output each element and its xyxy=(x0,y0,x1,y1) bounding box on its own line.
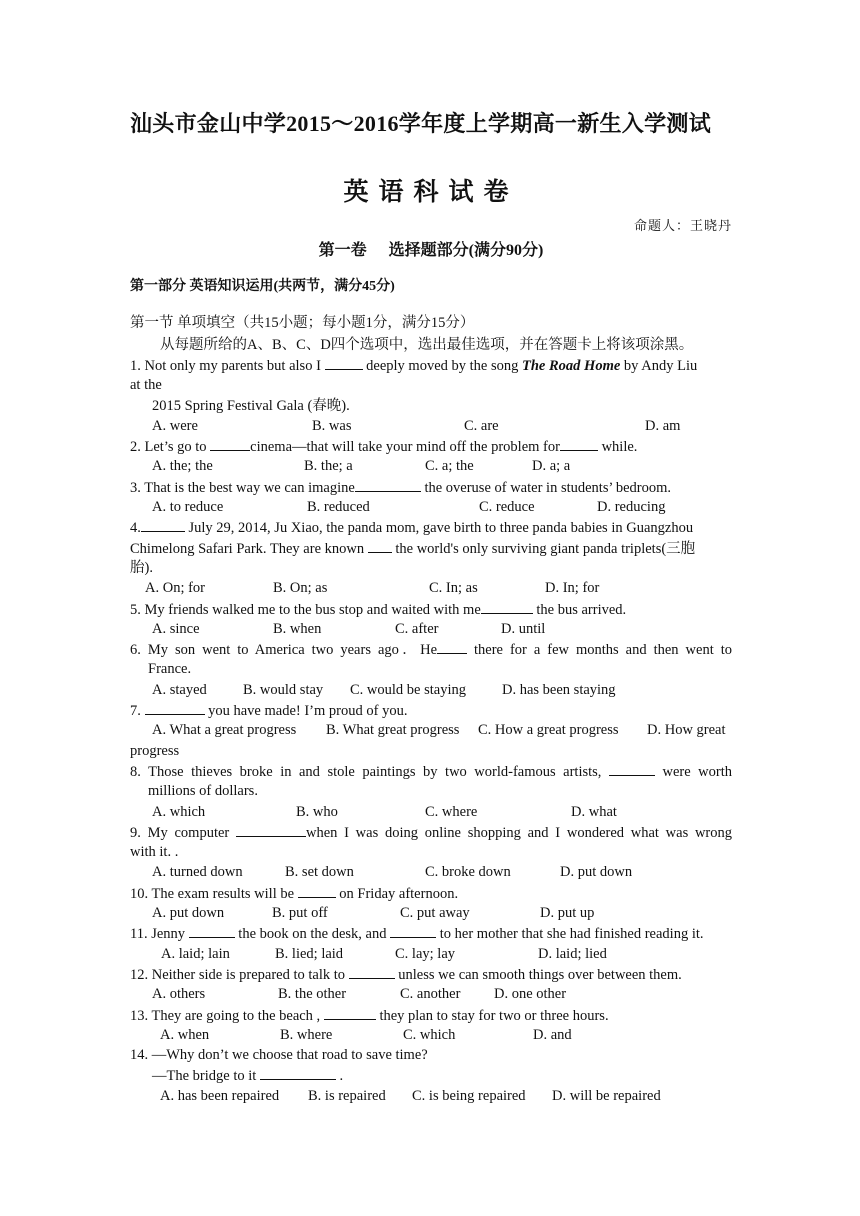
question-6-cont: France. xyxy=(148,661,192,678)
answer-blank xyxy=(324,1005,376,1020)
answer-blank xyxy=(355,477,421,492)
option-c[interactable]: C. after xyxy=(395,620,439,637)
question-14: 14. —Why don’t we choose that road to save time? xyxy=(130,1047,428,1064)
question-9: 9. My computer when I was doing online shopping and I wondered what was wrong xyxy=(130,822,732,842)
option-c[interactable]: C. would be staying xyxy=(350,681,466,698)
question-10: 10. The exam results will be on Friday afternoon. xyxy=(130,883,732,903)
question-4-cont2: 胎). xyxy=(130,559,153,576)
option-b[interactable]: B. who xyxy=(296,803,338,820)
option-a[interactable]: A. others xyxy=(152,986,206,1003)
question-10-options xyxy=(130,903,732,923)
option-b[interactable]: B. reduced xyxy=(307,499,370,516)
option-a[interactable]: A. to reduce xyxy=(152,499,224,516)
volume-description: 选择题部分(满分90分) xyxy=(388,242,544,259)
answer-blank xyxy=(325,355,363,370)
answer-blank xyxy=(560,436,598,451)
option-d[interactable]: D. put up xyxy=(540,905,595,922)
question-6-options xyxy=(130,680,732,700)
instruction-text: 从每题所给的A、B、C、D四个选项中，选出最佳选项，并在答题卡上将该项涂黑。 xyxy=(160,337,694,353)
option-d[interactable]: D. laid; lied xyxy=(538,945,607,962)
option-b[interactable]: B. is repaired xyxy=(308,1087,386,1104)
option-b[interactable]: B. where xyxy=(280,1026,333,1043)
answer-blank xyxy=(349,964,395,979)
question-9-cont: with it. . xyxy=(130,844,179,861)
question-3-options xyxy=(130,497,732,517)
option-b[interactable]: B. the other xyxy=(278,986,347,1003)
option-a[interactable]: A. were xyxy=(152,417,198,434)
question-2: 2. Let’s go to cinema—that will take your mind off the problem for while. xyxy=(130,436,732,456)
volume-heading xyxy=(130,237,732,260)
question-2-options xyxy=(130,456,732,476)
option-b[interactable]: B. would stay xyxy=(243,681,324,698)
question-1: 1. Not only my parents but also I deeply moved by the song The Road Home by Andy Liu xyxy=(130,355,732,375)
answer-blank xyxy=(390,923,436,938)
option-a[interactable]: A. since xyxy=(152,620,200,637)
question-11: 11. Jenny the book on the desk, and to her mother that she had finished reading it. xyxy=(130,923,732,943)
question-8-cont: millions of dollars. xyxy=(148,783,258,800)
option-d[interactable]: D. one other xyxy=(494,986,567,1003)
exam-title: 汕头市金山中学2015～2016学年度上学期高一新生入学测试 xyxy=(130,111,712,136)
option-d[interactable]: D. until xyxy=(501,620,546,637)
option-b[interactable]: B. On; as xyxy=(273,580,328,597)
option-d[interactable]: D. and xyxy=(533,1026,572,1043)
option-a[interactable]: A. laid; lain xyxy=(161,945,230,962)
answer-blank xyxy=(141,517,185,532)
option-a[interactable]: A. which xyxy=(152,803,206,820)
option-b[interactable]: B. the; a xyxy=(304,458,353,475)
answer-blank xyxy=(210,436,250,451)
subject-title: 英语科试卷 xyxy=(343,179,519,206)
option-d[interactable]: D. reducing xyxy=(597,499,666,516)
question-3: 3. That is the best way we can imagine the overuse of water in students’ bedroom. xyxy=(130,477,732,497)
question-6: 6. My son went to America two years ago．He there for a few months and then went to xyxy=(130,639,732,659)
author-line: 命题人：王晓丹 xyxy=(633,219,732,234)
option-c[interactable]: C. which xyxy=(403,1026,456,1043)
answer-blank xyxy=(260,1065,336,1080)
option-a[interactable]: A. when xyxy=(160,1026,210,1043)
question-4-cont: Chimelong Safari Park. They are known the world's only surviving giant panda triplets(三胞 xyxy=(130,538,732,558)
question-4-options xyxy=(130,578,732,598)
option-d[interactable]: D. put down xyxy=(560,864,633,881)
question-12-options xyxy=(130,984,732,1004)
option-c[interactable]: C. a; the xyxy=(425,458,474,475)
option-d[interactable]: D. will be repaired xyxy=(552,1087,661,1104)
question-7-options xyxy=(130,720,732,740)
part-heading: 第一部分 英语知识运用(共两节，满分45分) xyxy=(130,279,395,294)
question-13: 13. They are going to the beach , they plan to stay for two or three hours. xyxy=(130,1005,732,1025)
option-b[interactable]: B. What great progress xyxy=(326,722,460,739)
option-c[interactable]: C. reduce xyxy=(479,499,535,516)
option-c[interactable]: C. another xyxy=(400,986,461,1003)
question-12: 12. Neither side is prepared to talk to unless we can smooth things over between them. xyxy=(130,964,732,984)
option-b[interactable]: B. put off xyxy=(272,905,328,922)
answer-blank xyxy=(298,883,336,898)
answer-blank xyxy=(368,538,392,553)
answer-blank xyxy=(236,822,306,837)
option-a[interactable]: A. turned down xyxy=(152,864,243,881)
option-c[interactable]: C. In; as xyxy=(429,580,478,597)
question-1-cont2: 2015 Spring Festival Gala (春晚). xyxy=(152,397,350,414)
question-14-cont: —The bridge to it . xyxy=(130,1065,732,1085)
option-c[interactable]: C. are xyxy=(464,417,499,434)
option-a[interactable]: A. What a great progress xyxy=(152,722,297,739)
option-d[interactable]: D. am xyxy=(645,417,681,434)
answer-blank xyxy=(481,599,533,614)
question-11-options xyxy=(130,944,732,964)
question-14-options xyxy=(130,1086,732,1106)
answer-blank xyxy=(145,700,205,715)
answer-blank xyxy=(437,639,467,654)
question-1-cont: at the xyxy=(130,377,162,394)
option-a[interactable]: A. On; for xyxy=(145,580,206,597)
option-c[interactable]: C. put away xyxy=(400,905,470,922)
option-c[interactable]: C. where xyxy=(425,803,478,820)
option-b[interactable]: B. set down xyxy=(285,864,354,881)
option-b[interactable]: B. was xyxy=(312,417,352,434)
question-4: 4. July 29, 2014, Ju Xiao, the panda mom, gave birth to three panda babies in Guangzhou xyxy=(130,517,732,537)
question-5: 5. My friends walked me to the bus stop and waited with me the bus arrived. xyxy=(130,599,732,619)
answer-blank xyxy=(609,761,655,776)
option-b[interactable]: B. when xyxy=(273,620,322,637)
option-d[interactable]: D. what xyxy=(571,803,617,820)
question-1-options xyxy=(130,416,732,436)
option-d[interactable]: D. has been staying xyxy=(502,681,616,698)
question-5-options xyxy=(130,619,732,639)
option-d[interactable]: D. a; a xyxy=(532,458,571,475)
question-7: 7. you have made! I’m proud of you. xyxy=(130,700,732,720)
option-d[interactable]: D. In; for xyxy=(545,580,600,597)
question-8: 8. Those thieves broke in and stole paintings by two world-famous artists, were worth xyxy=(130,761,732,781)
option-a[interactable]: A. stayed xyxy=(152,681,207,698)
option-a[interactable]: A. put down xyxy=(152,905,225,922)
option-b[interactable]: B. lied; laid xyxy=(275,945,344,962)
song-title: The Road Home xyxy=(522,358,621,374)
option-a[interactable]: A. the; the xyxy=(152,458,213,475)
option-a[interactable]: A. has been repaired xyxy=(160,1087,280,1104)
option-c[interactable]: C. lay; lay xyxy=(395,945,456,962)
answer-blank xyxy=(189,923,235,938)
option-c[interactable]: C. How a great progress xyxy=(478,722,619,739)
option-c[interactable]: C. is being repaired xyxy=(412,1087,526,1104)
question-13-options xyxy=(130,1025,732,1045)
question-list xyxy=(130,355,732,1106)
question-7-cont: progress xyxy=(130,742,180,759)
volume-label: 第一卷 xyxy=(318,242,367,259)
section-heading: 第一节 单项填空（共15小题；每小题1分，满分15分） xyxy=(130,315,475,331)
question-9-options xyxy=(130,862,732,882)
option-c[interactable]: C. broke down xyxy=(425,864,511,881)
question-8-options xyxy=(130,802,732,822)
option-d[interactable]: D. How great xyxy=(647,722,726,739)
